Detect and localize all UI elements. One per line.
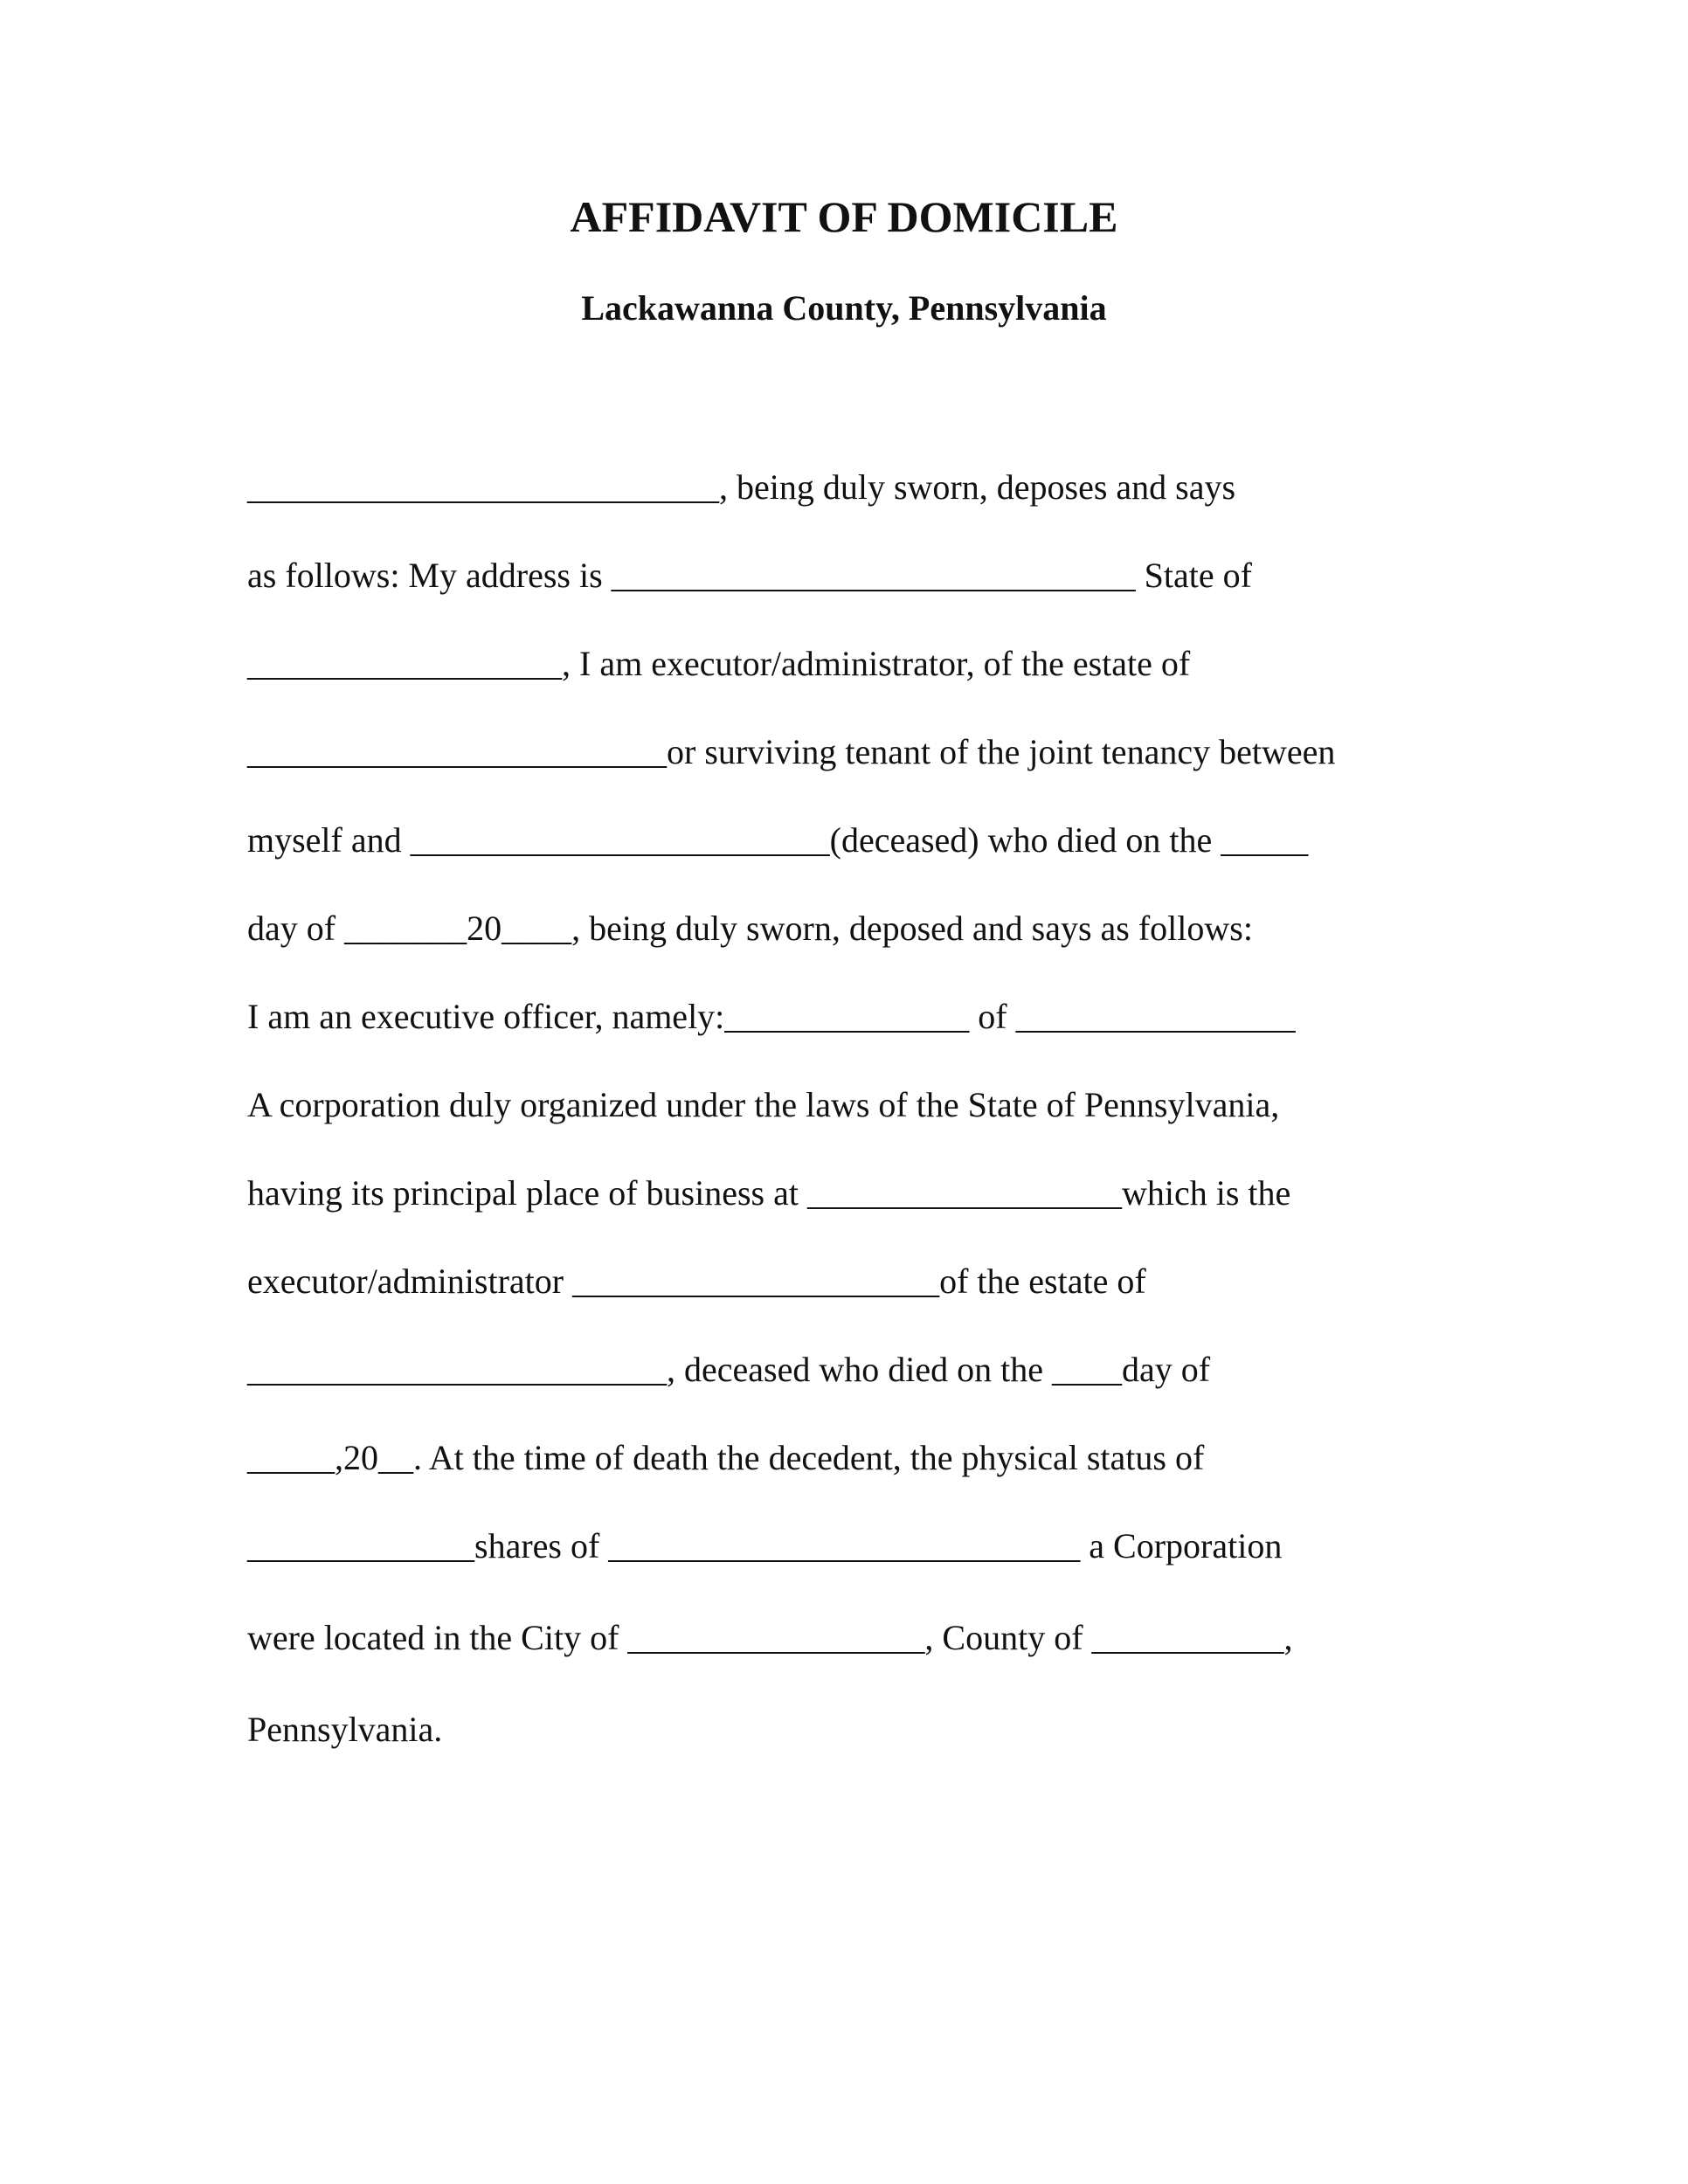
body-line: __________________, I am executor/administrator, of the estate of <box>247 644 1191 683</box>
body-line: executor/administrator _____________________of the estate of <box>247 1261 1146 1301</box>
body-line: A corporation duly organized under the laws of the State of Pennsylvania, <box>247 1085 1280 1124</box>
body-line: having its principal place of business at __________________which is the <box>247 1173 1291 1213</box>
document-subtitle: Lackawanna County, Pennsylvania <box>581 288 1107 328</box>
body-line: day of _______20____, being duly sworn, deposed and says as follows: <box>247 909 1253 948</box>
body-line: were located in the City of _________________, County of ___________, <box>247 1618 1293 1657</box>
body-line: I am an executive officer, namely:______________ of ________________ <box>247 997 1296 1036</box>
document-title: AFFIDAVIT OF DOMICILE <box>570 192 1118 241</box>
body-line: Pennsylvania. <box>247 1710 443 1749</box>
body-line: _____________shares of ___________________________ a Corporation <box>247 1526 1283 1565</box>
body-line: ________________________or surviving tenant of the joint tenancy between <box>247 732 1336 771</box>
body-line: as follows: My address is ______________________________ State of <box>247 556 1252 595</box>
body-line: _____,20__. At the time of death the decedent, the physical status of <box>247 1438 1205 1477</box>
body-line: ________________________, deceased who died on the ____day of <box>247 1350 1211 1389</box>
body-line: ___________________________, being duly sworn, deposes and says <box>247 467 1236 507</box>
body-line: myself and ________________________(deceased) who died on the _____ <box>247 820 1309 860</box>
